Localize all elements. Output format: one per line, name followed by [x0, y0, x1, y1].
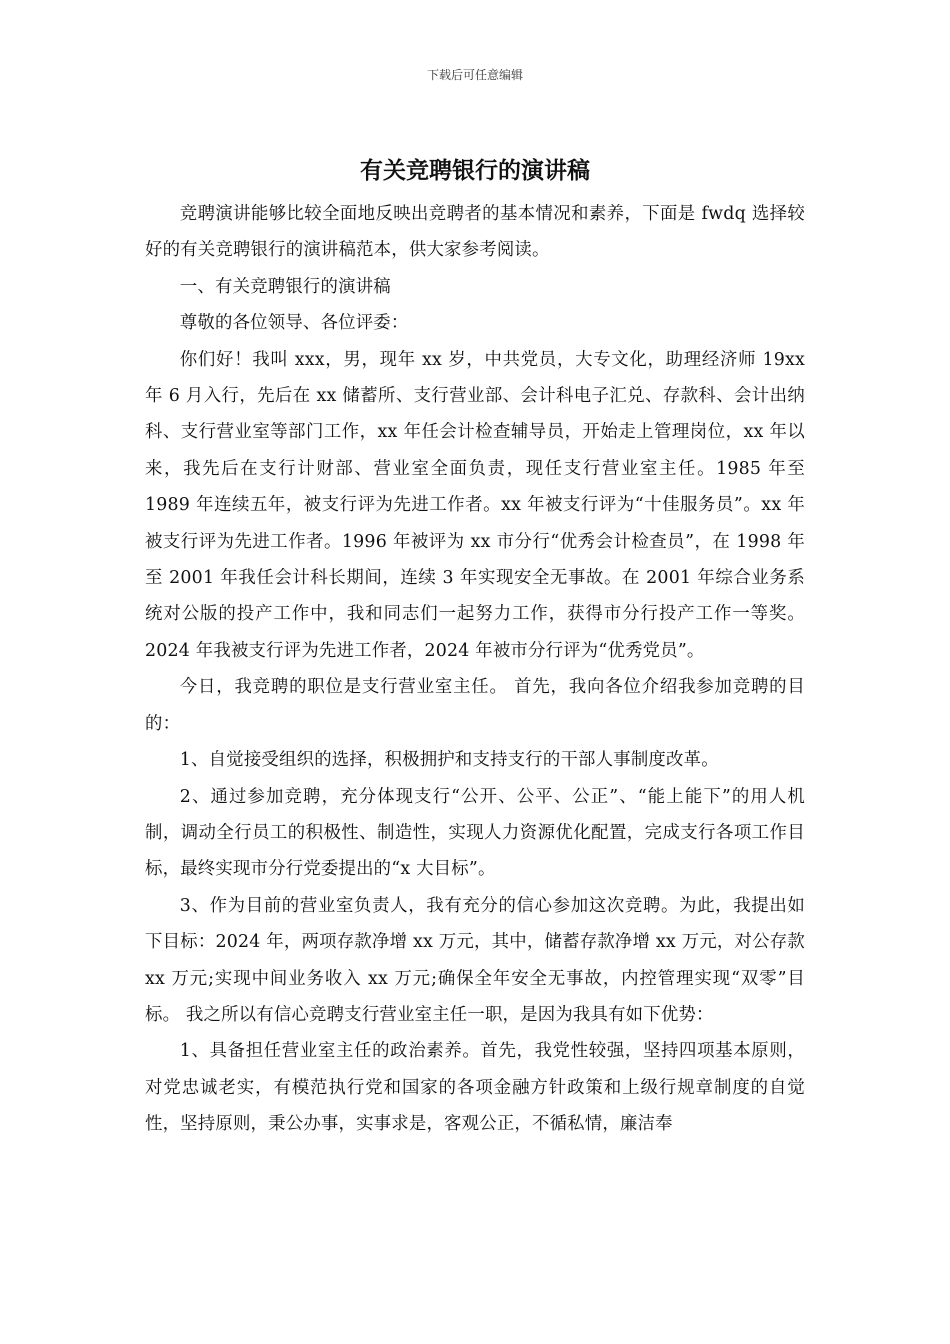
- paragraph-position: 今日，我竞聘的职位是支行营业室主任。 首先，我向各位介绍我参加竞聘的目的：: [145, 677, 805, 734]
- section-heading: 一、有关竞聘银行的演讲稿: [179, 276, 391, 297]
- salutation: 尊敬的各位领导、各位评委：: [179, 313, 409, 334]
- list-item-purpose-2: 2、通过参加竞聘，充分体现支行“公开、公平、公正”、“能上能下”的用人机制，调动全行员工的积极性、制造性，实现人力资源优化配置，完成支行各项工作目标，最终实现市分行党委提出的“x 大目标”。: [145, 786, 805, 880]
- header-note: 下载后可任意编辑: [426, 68, 523, 82]
- paragraph-intro: 竞聘演讲能够比较全面地反映出竞聘者的基本情况和素养，下面是 fwdq 选择较好的有关竞聘银行的演讲稿范本，供大家参考阅读。: [145, 204, 805, 261]
- list-item-purpose-3: 3、作为目前的营业室负责人，我有充分的信心参加这次竞聘。为此，我提出如下目标：2024 年，两项存款净增 xx 万元，其中，储蓄存款净增 xx 万元，对公存款 xx 万元;实现中间业务收入 xx 万元;确保全年安全无事故，内控管理实现“双零”目标。 我之所以有信心竞聘支行营业室主任一职，是因为我具有如下优势：: [145, 895, 805, 1025]
- paragraph-self-introduction: 你们好！我叫 xxx，男，现年 xx 岁，中共党员，大专文化，助理经济师 19xx 年 6 月入行，先后在 xx 储蓄所、支行营业部、会计科电子汇兑、存款科、会计出纳科、支行营业室等部门工作，xx 年任会计检查辅导员，开始走上管理岗位，xx 年以来，我先后在支行计财部、营业室全面负责，现任支行营业室主任。1985 年至 1989 年连续五年，被支行评为先进工作者。xx 年被支行评为“十佳服务员”。xx 年被支行评为先进工作者。1996 年被评为 xx 市分行“优秀会计检查员”，在 1998 年至 2001 年我任会计科长期间，连续 3 年实现安全无事故。在 2001 年综合业务系统对公版的投产工作中，我和同志们一起努力工作，获得市分行投产工作一等奖。2024 年我被支行评为先进工作者，2024 年被市分行评为“优秀党员”。: [145, 349, 805, 661]
- document-title: 有关竞聘银行的演讲稿: [360, 157, 590, 184]
- document-body: [145, 196, 805, 1143]
- list-item-purpose-1: 1、自觉接受组织的选择，积极拥护和支持支行的干部人事制度改革。: [179, 750, 719, 771]
- list-item-advantage-1: 1、具备担任营业室主任的政治素养。首先，我党性较强，坚持四项基本原则，对党忠诚老实，有模范执行党和国家的各项金融方针政策和上级行规章制度的自觉性，坚持原则，秉公办事，实事求是，客观公正，不循私情，廉洁奉: [145, 1041, 805, 1135]
